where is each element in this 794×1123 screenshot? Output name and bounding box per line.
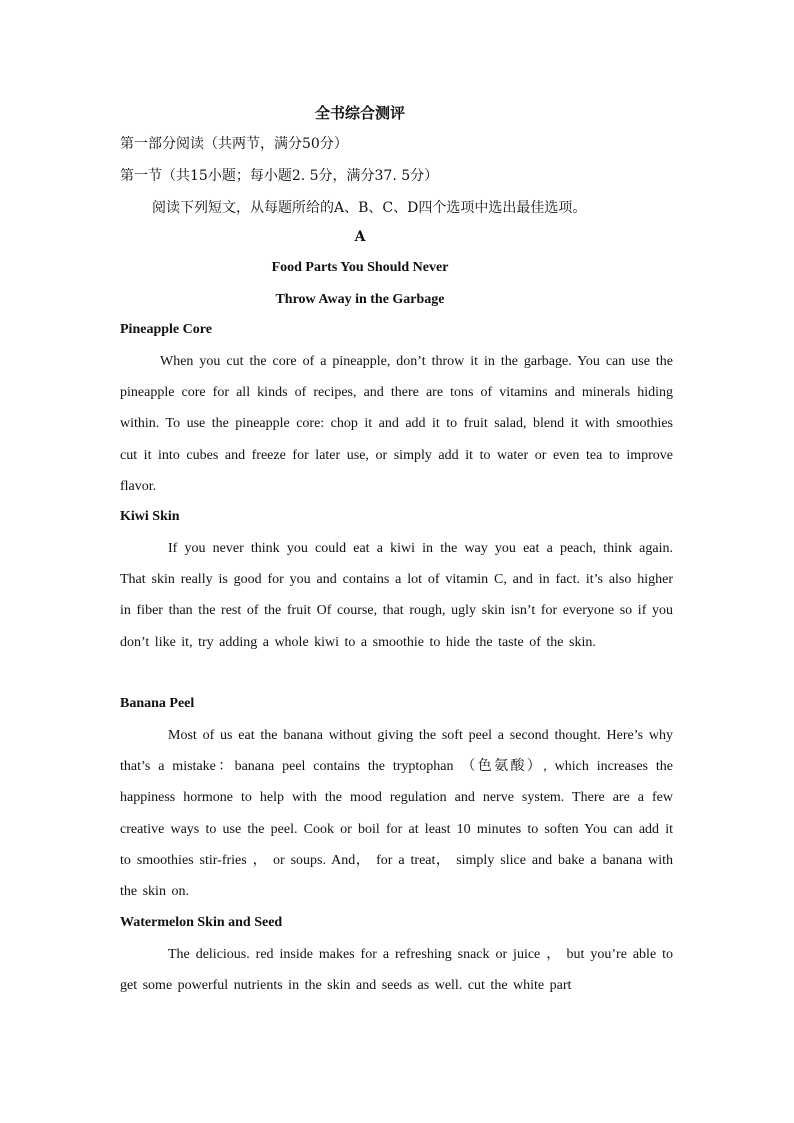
- passage-title-line-1: Food Parts You Should Never: [271, 260, 449, 275]
- section-heading-watermelon: Watermelon Skin and Seed: [120, 915, 283, 930]
- passage-title-line-2: Throw Away in the Garbage: [275, 292, 445, 307]
- paragraph-pineapple: When you cut the core of a pineapple, don’t throw it in the garbage. You can use the pineapple core for all kinds of recipes, and there are tons of vitamins and minerals hiding within. To use the pineapple core: chop it and add it to fruit salad, blend it with smoothies cut it into cubes and freeze for later use, or simply add it to water or even tea to improve flavor.: [120, 354, 673, 494]
- page-title: 全书综合测评: [314, 104, 405, 122]
- paragraph-banana: Most of us eat the banana without giving the soft peel a second thought. Here’s why that’s a mistake：banana peel contains the tryptophan （色氨酸）, which increases the happiness hormone to help with the mood regulation and nerve system. There are a few creative ways to use the peel. Cook or boil for at least 10 minutes to soften You can add it to smoothies stir-fries ， or soups. And， for a treat， simply slice and bake a banana with the skin on.: [120, 728, 673, 900]
- paragraph-kiwi: If you never think you could eat a kiwi in the way you eat a peach, think again. That skin really is good for you and contains a lot of vitamin C, and in fact. it’s also higher in fiber than the rest of the fruit Of course, that rough, ugly skin isn’t for everyone so if you don’t like it, try adding a whole kiwi to a smoothie to hide the taste of the skin.: [120, 541, 673, 650]
- section-heading: 第一节（共15小题；每小题2. 5分，满分37. 5分）: [120, 168, 439, 184]
- instructions: 阅读下列短文，从每题所给的A、B、C、D四个选项中选出最佳选项。: [152, 200, 587, 216]
- section-heading-pineapple: Pineapple Core: [120, 322, 212, 337]
- section-heading-banana: Banana Peel: [120, 696, 195, 711]
- section-heading-kiwi: Kiwi Skin: [120, 509, 180, 524]
- paragraph-watermelon: The delicious. red inside makes for a refreshing snack or juice ， but you’re able to get some powerful nutrients in the skin and seeds as well. cut the white part: [120, 947, 673, 994]
- part-heading: 第一部分阅读（共两节，满分50分）: [120, 136, 348, 152]
- passage-label: A: [354, 229, 366, 245]
